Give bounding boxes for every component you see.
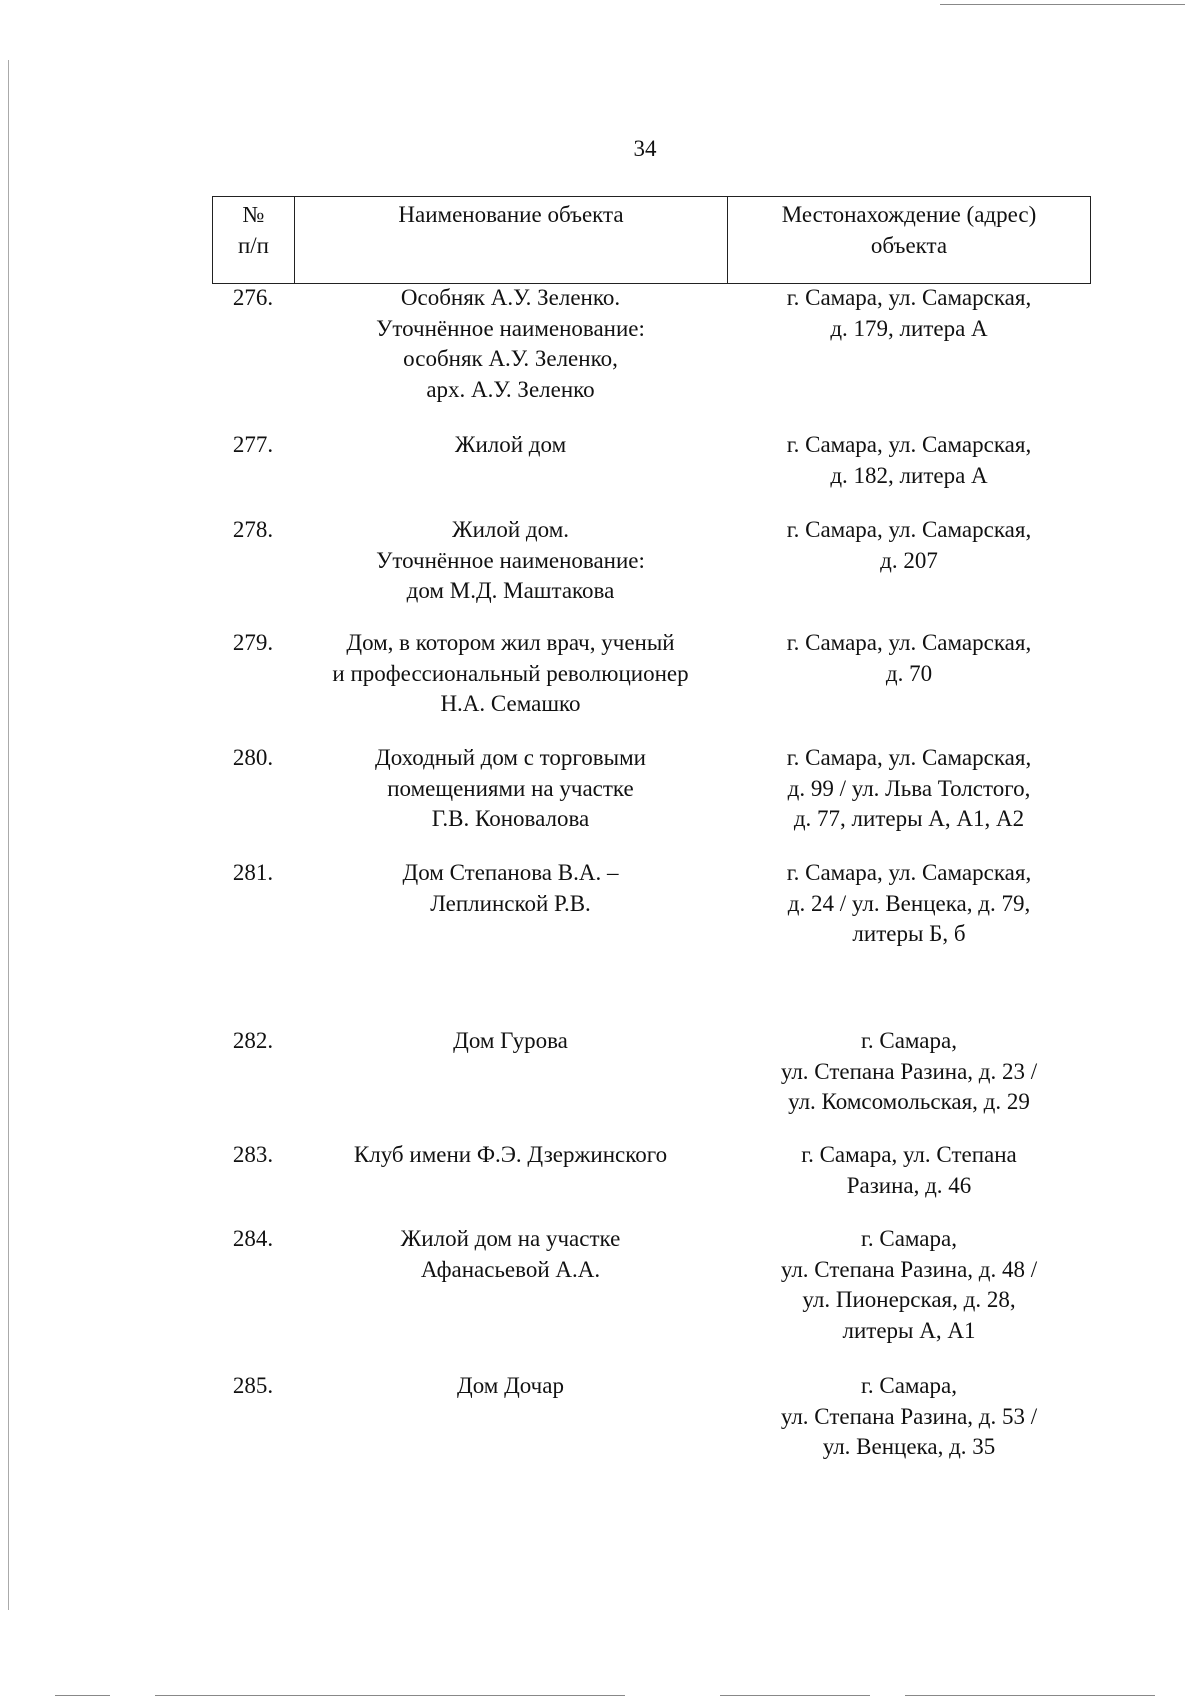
object-name-line: Жилой дом на участке [400,1226,621,1251]
header-object-address [728,197,1090,283]
object-name-line: помещениями на участке [387,775,634,801]
header-number-line: № [242,202,265,227]
object-address-line: ул. Степана Разина, д. 53 / [780,1403,1038,1429]
object-address [727,743,1091,835]
object-name-line: Жилой дом. [451,517,570,542]
row-number: 285. [232,1373,274,1398]
header-number [213,197,295,283]
object-address-line: д. 99 / ул. Льва Толстого, [787,775,1031,801]
object-address-line: д. 70 [885,660,933,686]
scan-edge-line [940,4,1185,5]
table-row [212,1371,1091,1463]
object-name-line: Клуб имени Ф.Э. Дзержинского [353,1142,668,1167]
object-address [727,1371,1091,1463]
page-number: 34 [633,136,657,161]
table-row [212,283,1091,405]
object-address-line: Разина, д. 46 [846,1172,972,1198]
object-name-line: Г.В. Коновалова [431,806,590,831]
object-name [294,858,727,950]
table-header [212,196,1091,284]
header-number-line: п/п [237,233,269,258]
object-address-line: ул. Степана Разина, д. 23 / [780,1058,1038,1084]
object-name [294,1026,727,1118]
object-name [294,743,727,835]
row-number: 283. [232,1142,274,1167]
object-address [727,515,1091,607]
scan-edge-line [8,60,9,1610]
object-name-line: Жилой дом [454,432,567,457]
table-row [212,515,1091,607]
object-address-line: ул. Степана Разина, д. 48 / [780,1256,1038,1282]
object-name-line: особняк А.У. Зеленко, [403,346,618,371]
object-address [727,1224,1091,1346]
table-row [212,858,1091,950]
object-name-line: Леплинской Р.В. [430,890,591,916]
object-address-line: г. Самара, ул. Самарская, [786,745,1032,770]
object-name-line: и профессиональный революционер [332,660,689,686]
object-address-line: литеры Б, б [852,921,966,946]
table-row [212,628,1091,720]
object-address-line: г. Самара, ул. Самарская, [786,860,1032,885]
object-address-line: ул. Венцека, д. 35 [822,1434,996,1459]
object-name-line: Уточнённое наименование: [376,315,645,341]
object-name-line: Дом Дочар [457,1373,564,1398]
table-row [212,743,1091,835]
row-number: 277. [232,432,274,457]
object-address-line: д. 207 [880,547,938,573]
row-number: 280. [232,745,274,770]
header-object-address-line: Местонахождение (адрес) [781,202,1037,227]
object-address-line: г. Самара, [861,1028,957,1053]
object-name [294,628,727,720]
object-address-line: г. Самара, ул. Самарская, [786,517,1032,542]
row-number: 282. [232,1028,274,1053]
object-address-line: ул. Пионерская, д. 28, [802,1287,1016,1312]
object-name-line: дом М.Д. Маштакова [406,578,615,603]
row-number: 278. [232,517,274,542]
object-address-line: г. Самара, ул. Самарская, [786,285,1032,310]
object-address-line: д. 182, литера А [830,462,988,488]
object-address [727,283,1091,405]
table-row [212,1026,1091,1118]
object-address-line: г. Самара, ул. Самарская, [786,630,1032,655]
object-name-line: Дом Гурова [453,1028,568,1053]
object-address [727,1026,1091,1118]
object-name-line: Афанасьевой А.А. [420,1256,601,1282]
object-address-line: г. Самара, ул. Степана [801,1142,1017,1167]
header-object-address-line: объекта [870,233,948,258]
object-name-line: Н.А. Семашко [440,691,581,716]
object-name-line: Особняк А.У. Зеленко. [400,285,621,310]
scan-edge-line [155,1695,625,1696]
scan-edge-line [905,1695,1155,1696]
object-address-line: д. 24 / ул. Венцека, д. 79, [787,890,1031,916]
object-name-line: Уточнённое наименование: [376,547,645,573]
object-address-line: ул. Комсомольская, д. 29 [788,1089,1030,1114]
object-name [294,1224,727,1346]
row-number: 276. [232,285,274,310]
header-object-name-line: Наименование объекта [398,202,624,227]
object-address-line: г. Самара, [861,1373,957,1398]
object-name-line: арх. А.У. Зеленко [426,376,595,402]
object-name [294,1371,727,1463]
object-address-line: д. 77, литеры А, А1, А2 [793,806,1025,831]
object-address [727,1140,1091,1201]
row-number: 281. [232,860,274,885]
object-name-line: Дом Степанова В.А. – [402,860,619,885]
scan-edge-line [55,1695,110,1696]
object-address [727,430,1091,491]
header-object-name [295,197,728,283]
object-name [294,430,727,491]
row-number: 279. [232,630,274,655]
object-name [294,283,727,405]
object-name [294,1140,727,1201]
table-row [212,430,1091,491]
object-address-line: г. Самара, [861,1226,957,1251]
object-name [294,515,727,607]
object-name-line: Доходный дом с торговыми [375,745,646,770]
scan-edge-line [720,1695,870,1696]
object-address-line: д. 179, литера А [830,315,988,341]
object-address [727,858,1091,950]
table-row [212,1224,1091,1346]
table-row [212,1140,1091,1201]
object-address-line: г. Самара, ул. Самарская, [786,432,1032,457]
row-number: 284. [232,1226,274,1251]
object-name-line: Дом, в котором жил врач, ученый [346,630,675,655]
object-address-line: литеры А, А1 [842,1317,976,1343]
object-address [727,628,1091,720]
